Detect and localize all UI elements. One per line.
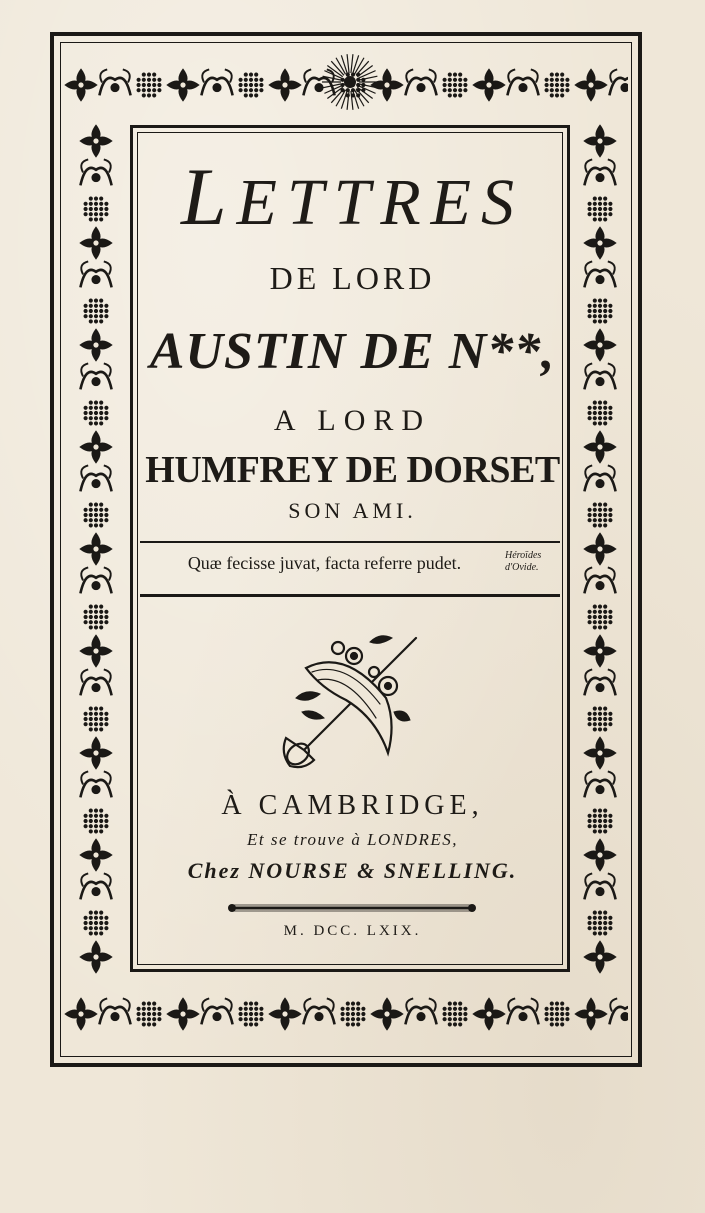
motto [0, 553, 705, 574]
ornamental-border-icon [64, 975, 628, 1053]
title-lettres [0, 150, 705, 244]
sunburst-ornament-icon [318, 50, 382, 114]
title-initial: L [181, 151, 237, 242]
title-rest: ETTRES [236, 166, 524, 239]
line-son-ami: SON AMI. [288, 498, 417, 523]
line-austin: AUSTIN DE N**, [149, 323, 556, 380]
quiver-flowers-emblem-icon [276, 628, 426, 778]
motto-citation-line1: Héroïdes [505, 550, 542, 561]
motto-citation-line2: d'Ovide. [505, 562, 539, 573]
publisher-line: Chez NOURSE & SNELLING. [187, 858, 518, 883]
place-cambridge: À CAMBRIDGE, [221, 790, 484, 821]
line-a-lord: A LORD [273, 404, 432, 437]
publication-date: M. DCC. LXIX. [283, 923, 422, 939]
imprint-line: Et se trouve à LONDRES, [247, 830, 458, 849]
motto-citation [505, 550, 541, 574]
rule-below-motto [140, 594, 560, 597]
rule-above-motto [140, 541, 560, 543]
bottom-ornament-band [64, 975, 628, 1053]
line-de-lord: DE LORD [269, 260, 436, 296]
motto-text: Quæ fecisse juvat, facta referre pudet. [187, 553, 462, 573]
bar-ornament-icon [226, 900, 478, 916]
line-humfrey: HUMFREY DE DORSET [145, 449, 560, 491]
